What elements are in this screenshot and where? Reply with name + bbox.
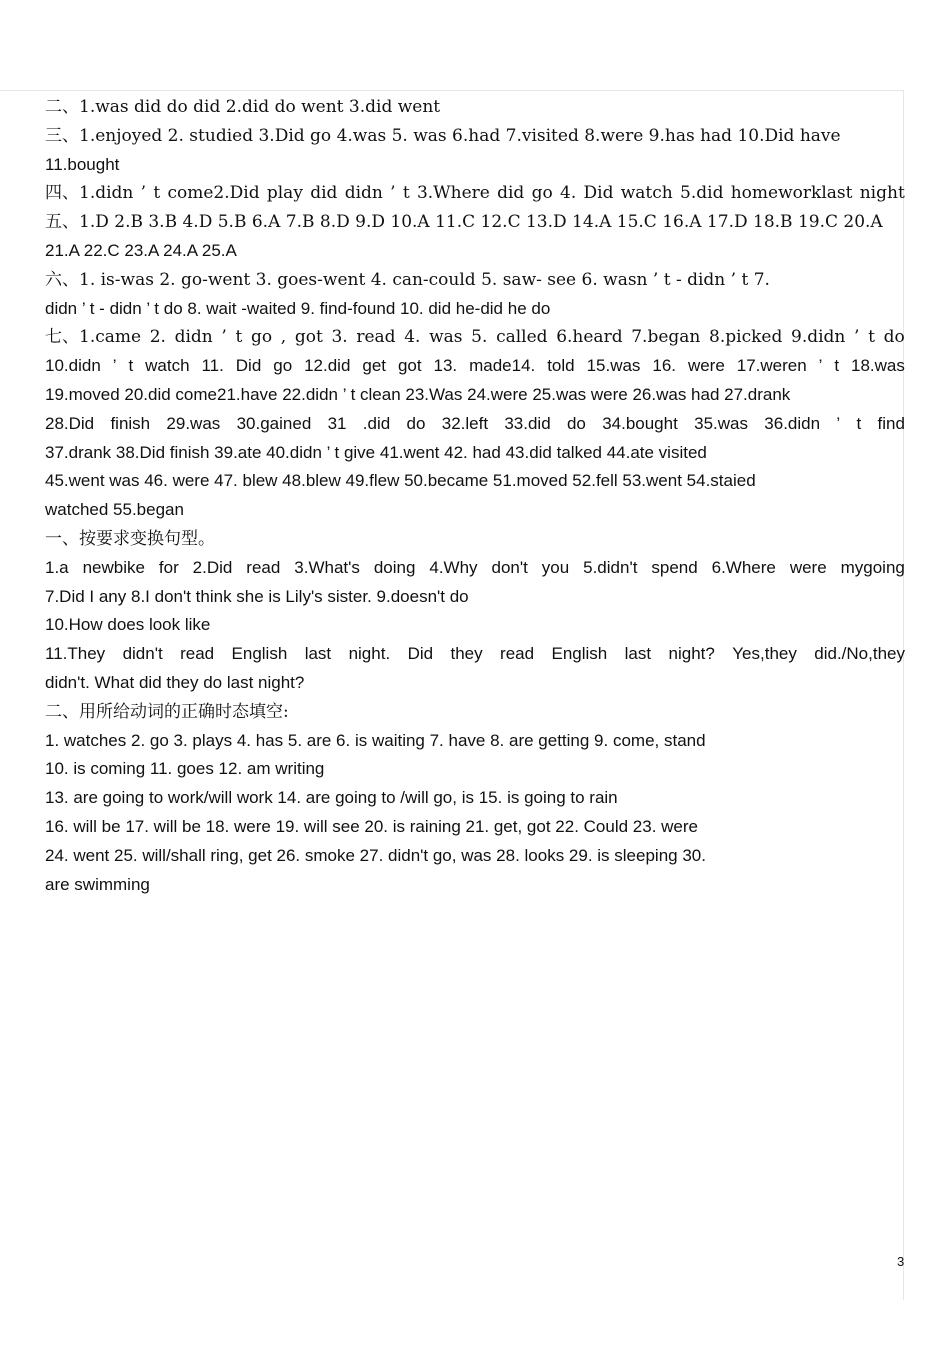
word: got — [294, 327, 323, 348]
word: ’ — [854, 327, 860, 348]
word: t — [128, 356, 134, 376]
word: read — [246, 557, 281, 577]
word: read — [356, 327, 396, 348]
word: night — [859, 183, 905, 204]
word: 6.heard — [556, 327, 623, 348]
word: find — [877, 413, 905, 433]
word: for — [158, 557, 179, 577]
word: t — [834, 356, 840, 376]
word: read — [500, 644, 535, 664]
word: did./No,they — [814, 644, 905, 664]
word: 5.didn't — [583, 557, 638, 577]
word: ’ — [818, 356, 823, 376]
word: homeworklast — [730, 183, 853, 204]
word: spend — [651, 557, 698, 577]
word: 9.didn — [791, 327, 846, 348]
text-line: 11.bought — [45, 154, 120, 174]
word: do — [406, 413, 426, 433]
word: got — [397, 356, 422, 376]
word: don't — [491, 557, 528, 577]
text-line: 19.moved 20.did come21.have 22.didn ’ t clean 23.Was 24.were 25.was were 26.was had 27.drank — [45, 384, 791, 404]
word: 17.weren — [736, 356, 807, 376]
word: 32.left — [441, 413, 489, 433]
text-line: 45.went was 46. were 47. blew 48.blew 49.flew 50.became 51.moved 52.fell 53.went 54.staied — [45, 471, 756, 491]
text-line: 7.Did I any 8.I don't think she is Lily's sister. 9.doesn't do — [45, 586, 469, 606]
word: night. — [348, 644, 391, 664]
word: mygoing — [840, 557, 905, 577]
word: .did — [362, 413, 391, 433]
word: night? — [668, 644, 715, 664]
text-line: 37.drank 38.Did finish 39.ate 40.didn ’ t give 41.went 42. had 43.did talked 44.ate visited — [45, 442, 707, 462]
word: 31 — [327, 413, 347, 433]
text-line — [45, 179, 905, 208]
text-line: 10. is coming 11. goes 12. am writing — [45, 759, 325, 779]
word: go — [531, 183, 553, 204]
word: last — [304, 644, 332, 664]
word: 7.began — [631, 327, 701, 348]
word: get — [362, 356, 386, 376]
word: 28.Did — [45, 413, 95, 433]
text-line: 13. are going to work/will work 14. are going to /will go, is 15. is going to rain — [45, 788, 618, 808]
text-line: didn't. What did they do last night? — [45, 672, 305, 692]
section-heading: 一、按要求变换句型。 — [45, 528, 215, 549]
word: didn't — [122, 644, 163, 664]
text-line: 1. watches 2. go 3. plays 4. has 5. are 6. is waiting 7. have 8. are getting 9. come, stand — [45, 730, 706, 750]
word: 16. — [652, 356, 677, 376]
text-line: 16. will be 17. will be 18. were 19. will see 20. is raining 21. get, got 22. Could 23. were — [45, 816, 698, 836]
word: did — [310, 183, 338, 204]
word: 34.bought — [602, 413, 678, 433]
word: 13. — [433, 356, 458, 376]
word: t — [235, 327, 243, 348]
word: 18.was — [851, 356, 905, 376]
word: English — [551, 644, 608, 664]
word: 5.did — [680, 183, 724, 204]
word: 11. — [201, 356, 224, 376]
text-line: 10.How does look like — [45, 615, 211, 635]
word: 33.did — [504, 413, 551, 433]
word: 2.Did — [192, 557, 233, 577]
word: ’ — [390, 183, 396, 204]
text-line: are swimming — [45, 874, 150, 894]
word: read — [180, 644, 215, 664]
word: ’ — [221, 327, 227, 348]
text-line — [45, 323, 905, 352]
text-line: 21.A 22.C 23.A 24.A 25.A — [45, 240, 237, 260]
page-number: 3 — [897, 1254, 905, 1269]
word: watch — [145, 356, 190, 376]
word: , — [280, 327, 287, 348]
word: did — [497, 183, 525, 204]
word: Did — [235, 356, 262, 376]
text-line: 六、1. is-was 2. go-went 3. goes-went 4. can-could 5. saw- see 6. wasn ’ t - didn ’ t 7. — [45, 269, 770, 290]
text-line: 二、1.was did do did 2.did do went 3.did went — [45, 97, 441, 117]
word: finish — [110, 413, 151, 433]
word: English — [231, 644, 288, 664]
word: you — [541, 557, 570, 577]
word: t — [402, 183, 410, 204]
word: 4. — [560, 183, 577, 204]
word: 6.Where — [711, 557, 776, 577]
text-line: 三、1.enjoyed 2. studied 3.Did go 4.was 5. was 6.had 7.visited 8.were 9.has had 10.Did have — [45, 125, 841, 146]
word: doing — [373, 557, 416, 577]
word: 4. — [404, 327, 421, 348]
word: go — [273, 356, 293, 376]
word: 5. — [471, 327, 488, 348]
word: called — [496, 327, 548, 348]
word: 2. — [149, 327, 166, 348]
word: 30.gained — [236, 413, 312, 433]
word: t — [868, 327, 875, 348]
word: ’ — [112, 356, 117, 376]
word: didn — [174, 327, 213, 348]
word: 35.was — [694, 413, 748, 433]
word: go — [250, 327, 273, 348]
word: 3.Where — [416, 183, 490, 204]
word: 12.did — [304, 356, 351, 376]
word: Did — [407, 644, 434, 664]
word: 11.They — [45, 644, 106, 664]
word: were — [687, 356, 725, 376]
text-line: 五、1.D 2.B 3.B 4.D 5.B 6.A 7.B 8.D 9.D 10.A 11.C 12.C 13.D 14.A 15.C 16.A 17.D 18.B 19.C 20.A — [45, 212, 883, 233]
answer-key-text — [45, 93, 905, 899]
word: 29.was — [166, 413, 221, 433]
text-line — [45, 554, 905, 583]
word: 8.picked — [709, 327, 783, 348]
word: made14. — [469, 356, 536, 376]
text-line — [45, 352, 905, 381]
word: 四、1.didn — [45, 183, 134, 204]
word: 36.didn — [764, 413, 821, 433]
word: told — [547, 356, 575, 376]
text-line: watched 55.began — [45, 500, 184, 520]
word: ’ — [836, 413, 841, 433]
word: watch — [620, 183, 673, 204]
word: 七、1.came — [45, 327, 142, 348]
word: ’ — [140, 183, 147, 204]
word: come2.Did — [167, 183, 260, 204]
section-heading: 二、用所给动词的正确时态填空: — [45, 701, 289, 722]
word: 1.a — [45, 557, 69, 577]
word: 4.Why — [429, 557, 478, 577]
word: do — [883, 327, 905, 348]
word: Yes,they — [732, 644, 797, 664]
word: play — [266, 183, 303, 204]
word: were — [789, 557, 827, 577]
word: t — [856, 413, 862, 433]
word: didn — [344, 183, 383, 204]
text-line — [45, 640, 905, 669]
word: t — [153, 183, 161, 204]
word: 3.What's — [294, 557, 360, 577]
word: newbike — [82, 557, 145, 577]
word: do — [566, 413, 586, 433]
text-line: 24. went 25. will/shall ring, get 26. smoke 27. didn't go, was 28. looks 29. is sleeping 30. — [45, 845, 706, 865]
text-line: didn ’ t - didn ’ t do 8. wait -waited 9. find-found 10. did he-did he do — [45, 298, 551, 318]
word: last — [624, 644, 652, 664]
word: 3. — [331, 327, 348, 348]
text-line — [45, 410, 905, 439]
word: Did — [583, 183, 614, 204]
word: they — [450, 644, 483, 664]
word: 15.was — [586, 356, 641, 376]
word: was — [429, 327, 463, 348]
word: 10.didn — [45, 356, 101, 376]
